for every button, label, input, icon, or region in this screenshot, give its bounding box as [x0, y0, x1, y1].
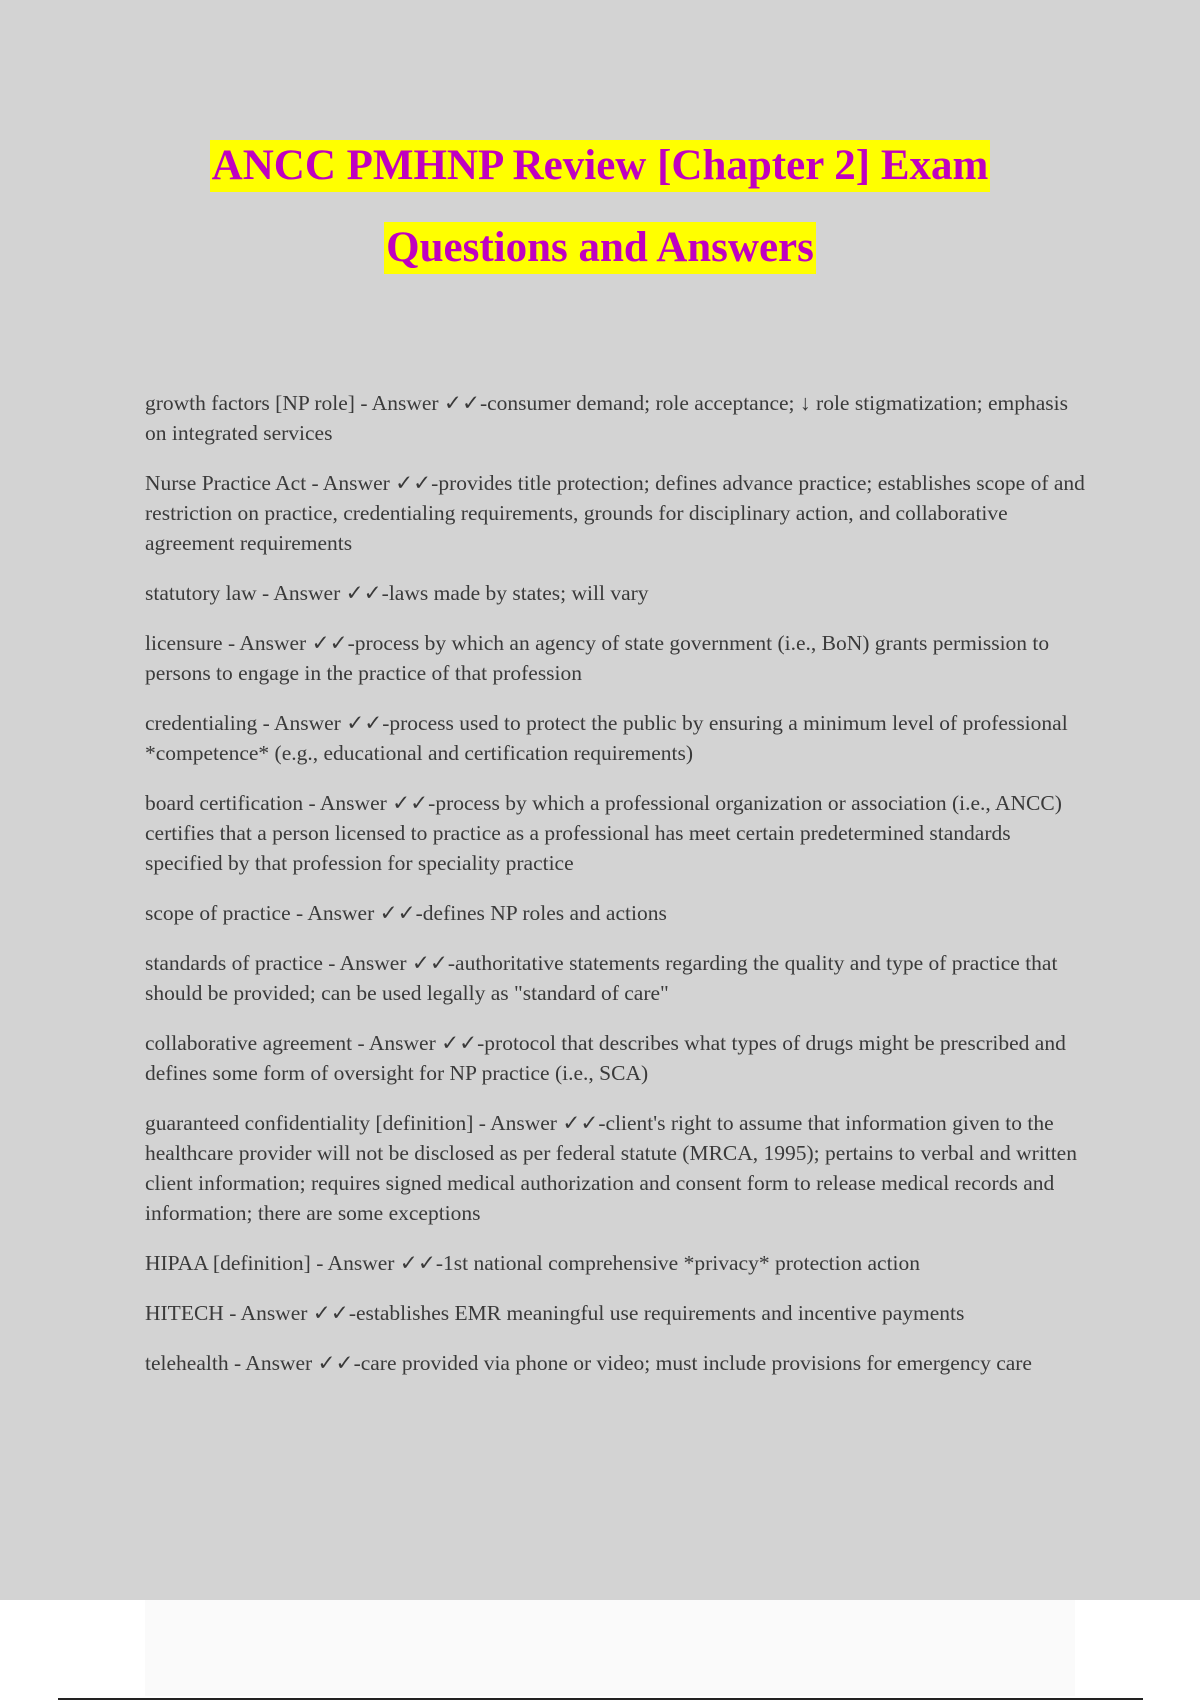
- title-line-2: Questions and Answers: [384, 222, 816, 274]
- qa-entry: licensure - Answer ✓✓-process by which an agency of state government (i.e., BoN) grants permission to persons to engage in the practice of that profession: [145, 631, 1050, 685]
- qa-entry: growth factors [NP role] - Answer ✓✓-consumer demand; role acceptance; ↓ role stigmatization; emphasis on integrated services: [145, 391, 1069, 445]
- footer-shade: [145, 1600, 1075, 1696]
- qa-entry: standards of practice - Answer ✓✓-authoritative statements regarding the quality and type of practice that should be provided; can be used legally as "standard of care": [145, 951, 1058, 1005]
- qa-entry: HITECH - Answer ✓✓-establishes EMR meaningful use requirements and incentive payments: [145, 1301, 965, 1325]
- qa-entry: HIPAA [definition] - Answer ✓✓-1st national comprehensive *privacy* protection action: [145, 1251, 921, 1275]
- qa-entry: statutory law - Answer ✓✓-laws made by states; will vary: [145, 581, 649, 605]
- qa-entry: board certification - Answer ✓✓-process by which a professional organization or association (i.e., ANCC) certifies that a person licensed to practice as a professional has meet certain predetermined standards specified by that profession for speciality practice: [145, 791, 1062, 875]
- qa-entry: credentialing - Answer ✓✓-process used to protect the public by ensuring a minimum level of professional *competence* (e.g., educational and certification requirements): [145, 711, 1068, 765]
- title-line-1: ANCC PMHNP Review [Chapter 2] Exam: [210, 140, 991, 192]
- qa-entry: scope of practice - Answer ✓✓-defines NP roles and actions: [145, 901, 667, 925]
- page-footer: [0, 1600, 1200, 1700]
- qa-entry: collaborative agreement - Answer ✓✓-protocol that describes what types of drugs might be prescribed and defines some form of oversight for NP practice (i.e., SCA): [145, 1031, 1066, 1085]
- qa-entry: telehealth - Answer ✓✓-care provided via phone or video; must include provisions for emergency care: [145, 1351, 1032, 1375]
- document-title: [0, 140, 1200, 274]
- qa-list: [145, 388, 1090, 1398]
- qa-entry: guaranteed confidentiality [definition] - Answer ✓✓-client's right to assume that information given to the healthcare provider will not be disclosed as per federal statute (MRCA, 1995); pertains to verbal and written client information; requires signed medical authorization and consent form to release medical records and information; there are some exceptions: [145, 1111, 1077, 1225]
- qa-entry: Nurse Practice Act - Answer ✓✓-provides title protection; defines advance practice; establishes scope of and restriction on practice, credentialing requirements, grounds for disciplinary action, and collaborative agreement requirements: [145, 471, 1085, 555]
